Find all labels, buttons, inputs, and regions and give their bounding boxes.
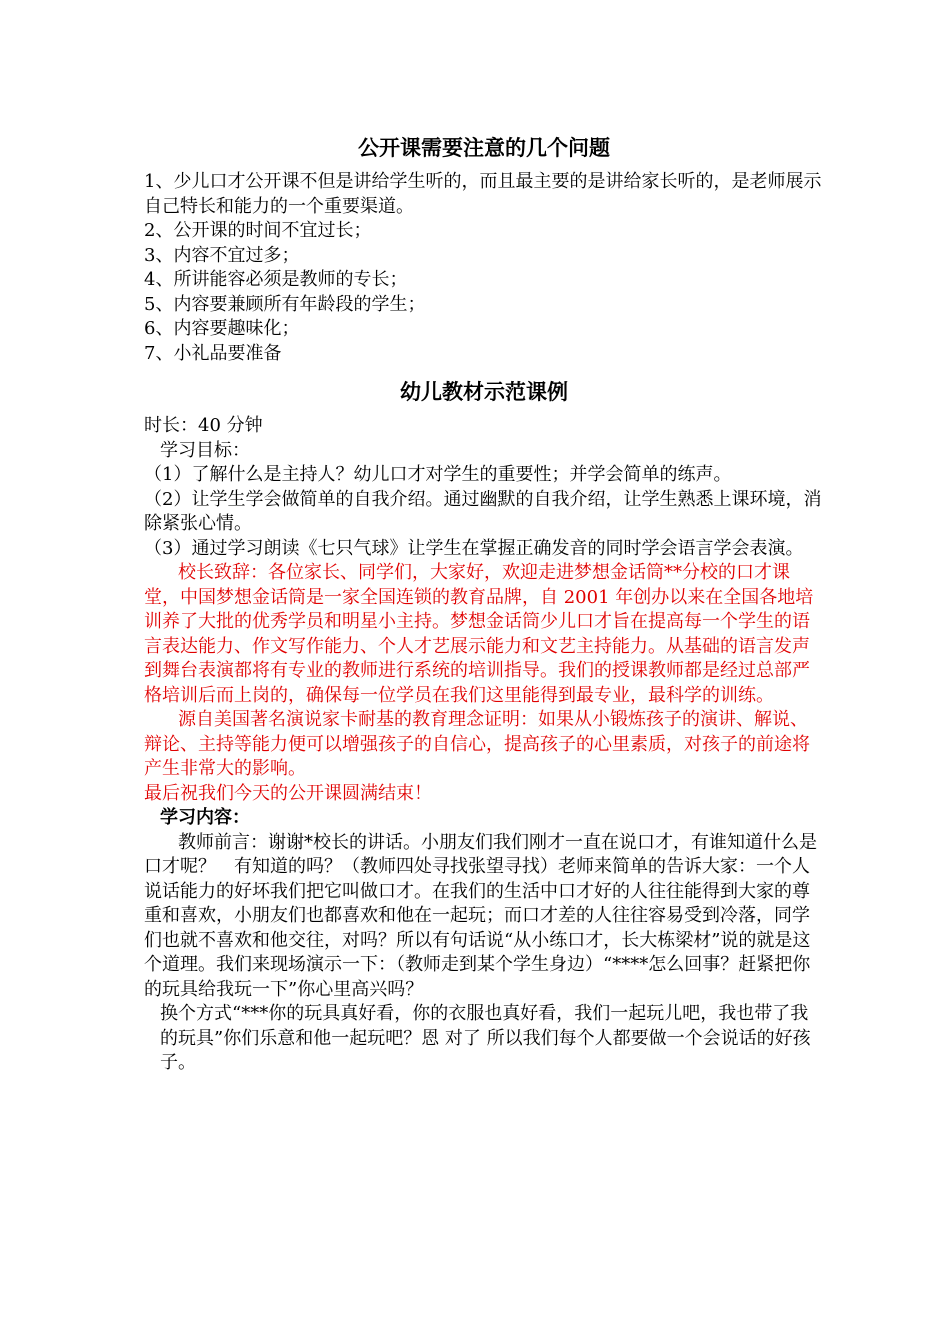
principal-speech-paragraph: 校长致辞：各位家长、同学们，大家好，欢迎走进梦想金话筒**分校的口才课堂，中国梦想金话筒是一家全国连锁的教育品牌，自 2001 年创办以来在全国各地培训养了大批的优秀学员和明星小主持。梦想金话筒少儿口才旨在提高每一个学生的语言表达能力、作文写作能力、个人才艺展示能力和文艺主持能力。从基础的语言发声到舞台表演都将有专业的教师进行系统的培训指导。我们的授课教师都是经过总部严格培训后而上岗的，确保每一位学员在我们这里能得到最专业，最科学的训练。 <box>144 562 814 706</box>
teacher-example-paragraph: 换个方式“***你的玩具真好看，你的衣服也真好看，我们一起玩儿吧，我也带了我的玩具”你们乐意和他一起玩吧？恩 对了 所以我们每个人都要做一个会说话的好孩子。 <box>160 1003 811 1073</box>
goal-item: （1）了解什么是主持人？幼儿口才对学生的重要性；并学会简单的练声。 <box>144 464 732 485</box>
goals-heading: 学习目标： <box>160 439 250 461</box>
document-page <box>144 126 824 1076</box>
list-item: 5、内容要兼顾所有年龄段的学生； <box>144 293 426 315</box>
list-item: 1、少儿口才公开课不但是讲给学生听的，而且最主要的是讲给家长听的，是老师展示自己特长和能力的一个重要渠道。 <box>144 171 822 217</box>
duration-text: 时长：40 分钟 <box>144 415 263 436</box>
goal-item: （2）让学生学会做简单的自我介绍。通过幽默的自我介绍，让学生熟悉上课环境，消除紧张心情。 <box>144 488 822 534</box>
section1-title: 公开课需要注意的几个问题 <box>358 135 610 160</box>
closing-remark: 最后祝我们今天的公开课圆满结束！ <box>144 782 432 804</box>
section2-title: 幼儿教材示范课例 <box>400 379 568 404</box>
list-item: 7、小礼品要准备 <box>144 342 282 364</box>
list-item: 3、内容不宜过多； <box>144 244 300 266</box>
list-item: 4、所讲能容必须是教师的专长； <box>144 269 408 290</box>
list-item: 2、公开课的时间不宜过长； <box>144 220 372 241</box>
goal-item: （3）通过学习朗读《七只气球》让学生在掌握正确发音的同时学会语言学会表演。 <box>144 537 804 559</box>
carnegie-paragraph: 源自美国著名演说家卡耐基的教育理念证明：如果从小锻炼孩子的演讲、解说、辩论、主持等能力便可以增强孩子的自信心，提高孩子的心里素质，对孩子的前途将产生非常大的影响。 <box>144 709 810 779</box>
notes-list <box>144 170 824 366</box>
content-heading: 学习内容： <box>160 807 250 828</box>
list-item: 6、内容要趣味化； <box>144 318 300 339</box>
teacher-intro-paragraph: 教师前言：谢谢*校长的讲话。小朋友们我们刚才一直在说口才，有谁知道什么是口才呢？ 有知道的吗？（教师四处寻找张望寻找）老师来简单的告诉大家：一个人说话能力的好坏我们把它叫做口才。在我们的生活中口才好的人往往能得到大家的尊重和喜欢，小朋友们也都喜欢和他在一起玩；而口才差的人往往容易受到冷落，同学们也就不喜欢和他交往，对吗？所以有句话说“从小练口才，长大栋梁材”说的就是这个道理。我们来现场演示一下：（教师走到某个学生身边）“****怎么回事？赶紧把你的玩具给我玩一下”你心里高兴吗？ <box>144 831 817 1000</box>
